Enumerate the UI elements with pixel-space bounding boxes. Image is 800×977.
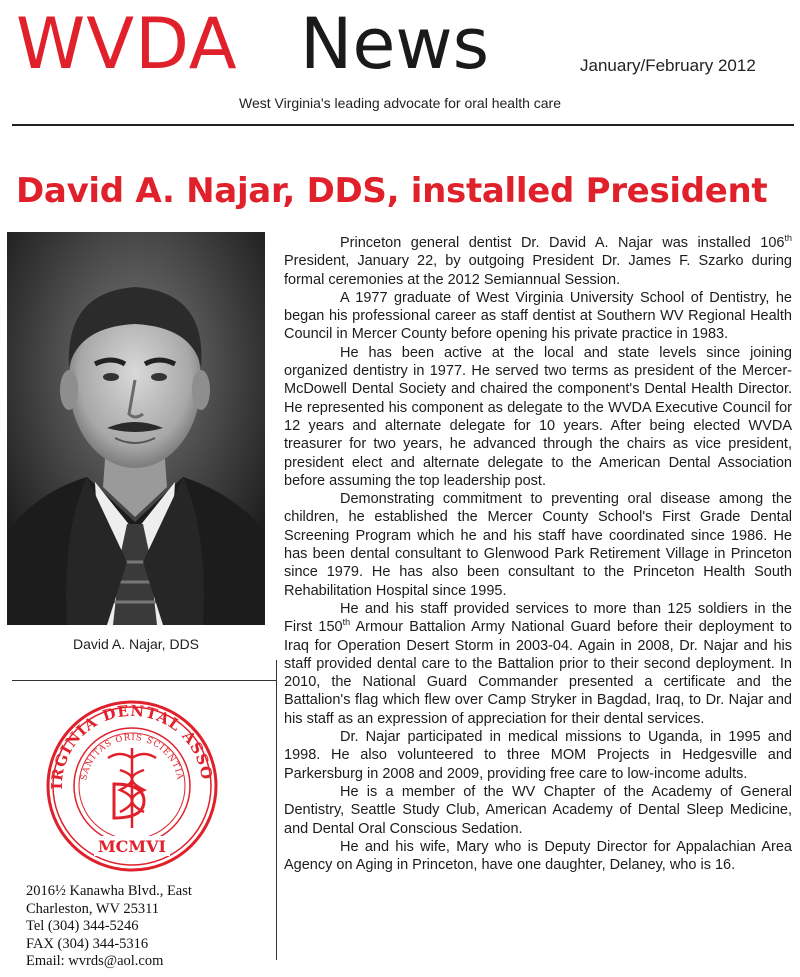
tagline: West Virginia's leading advocate for oral health care	[238, 95, 561, 111]
article-paragraph: He and his staff provided services to more than 125 soldiers in the First 150th Armour Battalion Army National Guard before their deployment to Iraq for Operation Desert Storm in 2003-04. Again in 2008, Dr. Najar and his staff provided dental care to the Battalion prior to their second deployment. In 2010, the National Guard Commander presented a certificate and the Battalion's flag which flew over Camp Stryker in Bagdad, Iraq, to Dr. Najar and his staff as an expression of appreciation for their dental services.	[284, 600, 792, 727]
sidebar-divider-vertical	[276, 660, 277, 960]
address-tel: Tel (304) 344-5246	[26, 918, 139, 934]
address-email: Email: wvrds@aol.com	[26, 953, 164, 969]
address-street: 2016½ Kanawha Blvd., East	[26, 883, 192, 899]
portrait-photo	[7, 232, 265, 625]
article-paragraph: Dr. Najar participated in medical missions to Uganda, in 1995 and 1998. He also volunteered to three MOM Projects in Hedgesville and Parkersburg in 2008 and 2009, providing free care to low-income adults.	[284, 729, 792, 782]
seal-motto: SANITAS ORIS SCIENTIA	[79, 732, 185, 782]
photo-caption: David A. Najar, DDS	[72, 636, 200, 652]
article-headline: David A. Najar, DDS, installed President	[16, 171, 768, 211]
sidebar-divider-horizontal	[12, 680, 276, 681]
article-paragraph: Princeton general dentist Dr. David A. Najar was installed 106th President, January 22, by outgoing President Dr. James F. Szarko during formal ceremonies at the 2012 Semiannual Session.	[284, 233, 792, 288]
article-paragraph: A 1977 graduate of West Virginia University School of Dentistry, he began his professional career as staff dentist at Southern WV Regional Health Council in Mercer County before opening his private practice in 1983.	[284, 289, 792, 343]
svg-text:WEST VIRGINIA DENTAL ASSOCIATI	[24, 700, 216, 790]
association-seal	[24, 700, 240, 872]
article-body	[284, 234, 792, 874]
article-paragraph: He has been active at the local and state levels since joining organized dentistry in 1977. He served two terms as president of the Mercer-McDowell Dental Society and chaired the component's Dental Health Director. He represented his component as delegate to the WVDA Executive Council for 12 years and alternate delegate for 10 years. After being elected WVDA treasurer for two years, he advanced through the chairs as vice president, president elect and alternate delegate to the American Dental Association before assuming the top leadership post.	[284, 344, 792, 489]
article-paragraph: He is a member of the WV Chapter of the Academy of General Dentistry, Seattle Study Club, American Academy of Dental Sleep Medicine, and Dental Oral Conscious Sedation.	[284, 783, 792, 837]
address-fax: FAX (304) 344-5316	[26, 935, 149, 952]
masthead-brand: WVDA	[16, 3, 238, 85]
seal-year: MCMVI	[97, 837, 167, 856]
masthead-divider	[12, 124, 794, 126]
masthead-news: News	[300, 3, 490, 85]
issue-date: January/February 2012	[580, 56, 756, 75]
seal-top-text: IRGINIA DENTAL ASSO	[47, 701, 216, 790]
article-paragraph: He and his wife, Mary who is Deputy Director for Appalachian Area Agency on Aging in Princeton, have one daughter, Delaney, who is 16.	[284, 838, 792, 874]
address-city: Charleston, WV 25311	[26, 900, 160, 917]
caduceus-icon	[108, 748, 156, 828]
article-paragraph: Demonstrating commitment to preventing oral disease among the children, he established the Mercer County School's First Grade Dental Screening Program which he and his staff have coordinated since 1986. He has been dental consultant to Glenwood Park Retirement Village in Princeton since 1979. He has also been consultant to the Princeton Health South Rehabilitation Hospital since 1995.	[284, 491, 792, 599]
contact-address	[26, 883, 192, 971]
